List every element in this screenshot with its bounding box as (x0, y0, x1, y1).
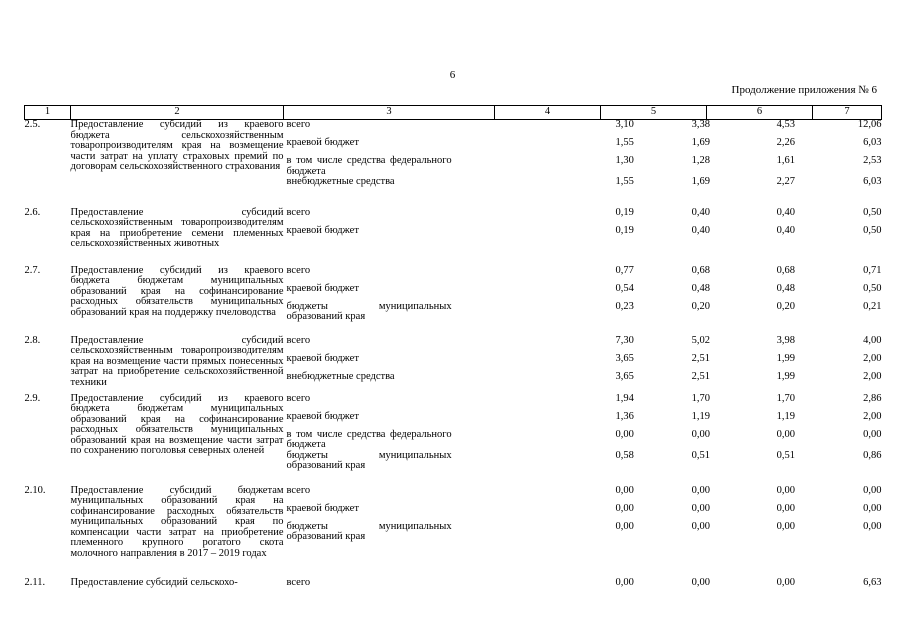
funding-source: краевой бюджет (286, 282, 359, 294)
value-col-7: 0,86 (863, 449, 882, 461)
value-col-5: 0,40 (691, 206, 710, 218)
value-col-5: 1,69 (691, 176, 710, 187)
funding-breakdown (284, 208, 882, 266)
row-number: 2.7. (24, 264, 41, 276)
value-col-6: 0,40 (776, 206, 795, 218)
value-col-7: 6,63 (863, 576, 882, 588)
value-col-4: 0,00 (615, 576, 634, 588)
row-description: Предоставление субсидий из краевого бюджета сельскохозяйственным товаропроизводителям края на возмещение части затрат на уплату страховых премий по договорам сельскохозяйственного страхования (70, 119, 284, 172)
funding-source: всего (286, 392, 311, 404)
continuation-heading: Продолжение приложения № 6 (731, 84, 877, 96)
col-header: 6 (707, 106, 813, 120)
table-row (25, 486, 882, 578)
value-col-7: 0,00 (863, 502, 882, 514)
value-col-4: 1,36 (615, 410, 634, 422)
value-col-6: 0,68 (776, 264, 795, 276)
funding-source: бюджеты муниципальных образований края (286, 449, 452, 471)
table-row (25, 578, 882, 598)
value-col-5: 0,00 (691, 428, 710, 440)
funding-line (284, 266, 882, 284)
value-col-6: 4,53 (776, 119, 795, 130)
funding-breakdown (284, 394, 882, 486)
value-col-7: 0,00 (863, 428, 882, 440)
funding-line (284, 354, 882, 372)
funding-line (284, 412, 882, 430)
value-col-5: 0,40 (691, 224, 710, 236)
funding-line (284, 177, 882, 195)
funding-source: бюджеты муниципальных образований края (286, 520, 452, 542)
value-col-7: 0,71 (863, 264, 882, 276)
table-row (25, 120, 882, 208)
row-number: 2.9. (24, 392, 41, 404)
col-header: 4 (495, 106, 601, 120)
funding-line (284, 138, 882, 156)
funding-breakdown (284, 336, 882, 394)
value-col-4: 0,00 (615, 428, 634, 440)
funding-source: внебюджетные средства (286, 370, 395, 382)
value-col-4: 1,55 (615, 176, 634, 187)
row-number: 2.11. (24, 576, 46, 588)
col-header: 2 (71, 106, 284, 120)
row-number: 2.10. (24, 484, 46, 496)
row-number: 2.8. (24, 334, 41, 346)
value-col-4: 0,00 (615, 502, 634, 514)
value-col-5: 5,02 (691, 334, 710, 346)
col-header: 5 (601, 106, 707, 120)
funding-source: внебюджетные средства (286, 176, 395, 187)
value-col-4: 3,65 (615, 370, 634, 382)
value-col-4: 3,65 (615, 352, 634, 364)
funding-line (284, 156, 882, 177)
row-description: Предоставление субсидий сельскохо- (70, 576, 238, 588)
value-col-7: 0,00 (863, 520, 882, 532)
value-col-7: 2,00 (863, 410, 882, 422)
value-col-6: 0,00 (776, 520, 795, 532)
value-col-6: 1,99 (776, 352, 795, 364)
value-col-5: 0,20 (691, 300, 710, 312)
funding-line (284, 486, 882, 504)
row-number: 2.6. (24, 206, 41, 218)
value-col-7: 0,00 (863, 484, 882, 496)
value-col-6: 0,20 (776, 300, 795, 312)
value-col-6: 0,00 (776, 428, 795, 440)
value-col-4: 0,00 (615, 520, 634, 532)
col-header: 1 (25, 106, 71, 120)
row-description: Предоставление субсидий сельскохозяйственным товаропроизводителям края на возмещение части прямых понесенных затрат на приобретение сельскохозяйственной техники (70, 334, 284, 388)
funding-source: краевой бюджет (286, 137, 359, 148)
value-col-4: 0,54 (615, 282, 634, 294)
value-col-5: 0,00 (691, 502, 710, 514)
value-col-5: 0,00 (691, 484, 710, 496)
value-col-4: 0,19 (615, 206, 634, 218)
value-col-5: 1,28 (691, 155, 710, 166)
funding-source: бюджеты муниципальных образований края (286, 300, 452, 322)
value-col-6: 2,26 (776, 137, 795, 148)
value-col-7: 0,21 (863, 300, 882, 312)
funding-source: всего (286, 484, 311, 496)
value-col-4: 1,55 (615, 137, 634, 148)
funding-breakdown (284, 266, 882, 336)
value-col-6: 1,70 (776, 392, 795, 404)
value-col-5: 1,70 (691, 392, 710, 404)
value-col-7: 2,00 (863, 352, 882, 364)
value-col-6: 0,00 (776, 576, 795, 588)
value-col-7: 0,50 (863, 224, 882, 236)
funding-source: в том числе средства федерального бюджета (286, 155, 452, 177)
funding-line (284, 284, 882, 302)
value-col-5: 2,51 (691, 352, 710, 364)
funding-breakdown (284, 486, 882, 578)
value-col-4: 3,10 (615, 119, 634, 130)
funding-source: краевой бюджет (286, 224, 359, 236)
funding-source: краевой бюджет (286, 410, 359, 422)
value-col-4: 7,30 (615, 334, 634, 346)
value-col-4: 0,58 (615, 449, 634, 461)
value-col-4: 1,94 (615, 392, 634, 404)
value-col-5: 0,51 (691, 449, 710, 461)
value-col-6: 0,40 (776, 224, 795, 236)
value-col-5: 2,51 (691, 370, 710, 382)
value-col-7: 0,50 (863, 282, 882, 294)
value-col-5: 0,00 (691, 576, 710, 588)
table-row (25, 336, 882, 394)
value-col-4: 0,23 (615, 300, 634, 312)
funding-source: в том числе средства федерального бюджета (286, 428, 452, 450)
value-col-7: 4,00 (863, 334, 882, 346)
row-description: Предоставление субсидий из краевого бюджета бюджетам муниципальных образований края на софинансирование расходных обязательств муниципальных образований края на возмещение части затрат по сохранению поголовья северных оленей (70, 392, 284, 456)
funding-source: краевой бюджет (286, 352, 359, 364)
funding-source: всего (286, 119, 311, 130)
funding-breakdown (284, 578, 882, 598)
table-row (25, 266, 882, 336)
funding-line (284, 372, 882, 390)
funding-line (284, 522, 882, 543)
value-col-6: 3,98 (776, 334, 795, 346)
value-col-4: 0,00 (615, 484, 634, 496)
value-col-7: 6,03 (863, 137, 882, 148)
value-col-4: 0,77 (615, 264, 634, 276)
value-col-6: 1,99 (776, 370, 795, 382)
row-description: Предоставление субсидий сельскохозяйственным товаропроизводителям края на приобретение семени племенных сельскохозяйственных животных (70, 206, 284, 249)
funding-line (284, 120, 882, 138)
funding-line (284, 336, 882, 354)
budget-table (24, 105, 882, 598)
value-col-6: 2,27 (776, 176, 795, 187)
table-row (25, 394, 882, 486)
value-col-4: 1,30 (615, 155, 634, 166)
value-col-6: 0,00 (776, 484, 795, 496)
funding-line (284, 578, 882, 596)
value-col-7: 2,53 (863, 155, 882, 166)
value-col-7: 12,06 (857, 119, 882, 130)
value-col-7: 6,03 (863, 176, 882, 187)
value-col-7: 2,86 (863, 392, 882, 404)
funding-line (284, 208, 882, 226)
funding-source: всего (286, 334, 311, 346)
value-col-6: 1,19 (776, 410, 795, 422)
row-description: Предоставление субсидий из краевого бюджета бюджетам муниципальных образований края на софинансирование расходных обязательств муниципальных образований края на поддержку пчеловодства (70, 264, 284, 318)
value-col-6: 1,61 (776, 155, 795, 166)
value-col-5: 0,00 (691, 520, 710, 532)
funding-breakdown (284, 120, 882, 208)
funding-line (284, 430, 882, 451)
value-col-6: 0,51 (776, 449, 795, 461)
row-description: Предоставление субсидий бюджетам муниципальных образований края на софинансирование расходных обязательств муниципальных образований края по компенсации части затрат на приобретение племенного крупного рогатого скота молочного направления в 2017 – 2019 годах (70, 484, 284, 559)
value-col-7: 0,50 (863, 206, 882, 218)
value-col-5: 0,68 (691, 264, 710, 276)
value-col-7: 2,00 (863, 370, 882, 382)
table-body (25, 120, 882, 598)
funding-line (284, 451, 882, 472)
header-row (25, 106, 882, 120)
funding-line (284, 504, 882, 522)
value-col-5: 3,38 (691, 119, 710, 130)
col-header: 7 (813, 106, 882, 120)
row-number: 2.5. (24, 119, 41, 130)
value-col-5: 0,48 (691, 282, 710, 294)
funding-source: краевой бюджет (286, 502, 359, 514)
value-col-5: 1,19 (691, 410, 710, 422)
funding-source: всего (286, 206, 311, 218)
funding-line (284, 394, 882, 412)
funding-source: всего (286, 264, 311, 276)
value-col-5: 1,69 (691, 137, 710, 148)
funding-source: всего (286, 576, 311, 588)
funding-line (284, 226, 882, 244)
value-col-6: 0,48 (776, 282, 795, 294)
page-number: 6 (449, 69, 456, 81)
col-header: 3 (284, 106, 495, 120)
value-col-6: 0,00 (776, 502, 795, 514)
value-col-4: 0,19 (615, 224, 634, 236)
funding-line (284, 302, 882, 323)
table-row (25, 208, 882, 266)
